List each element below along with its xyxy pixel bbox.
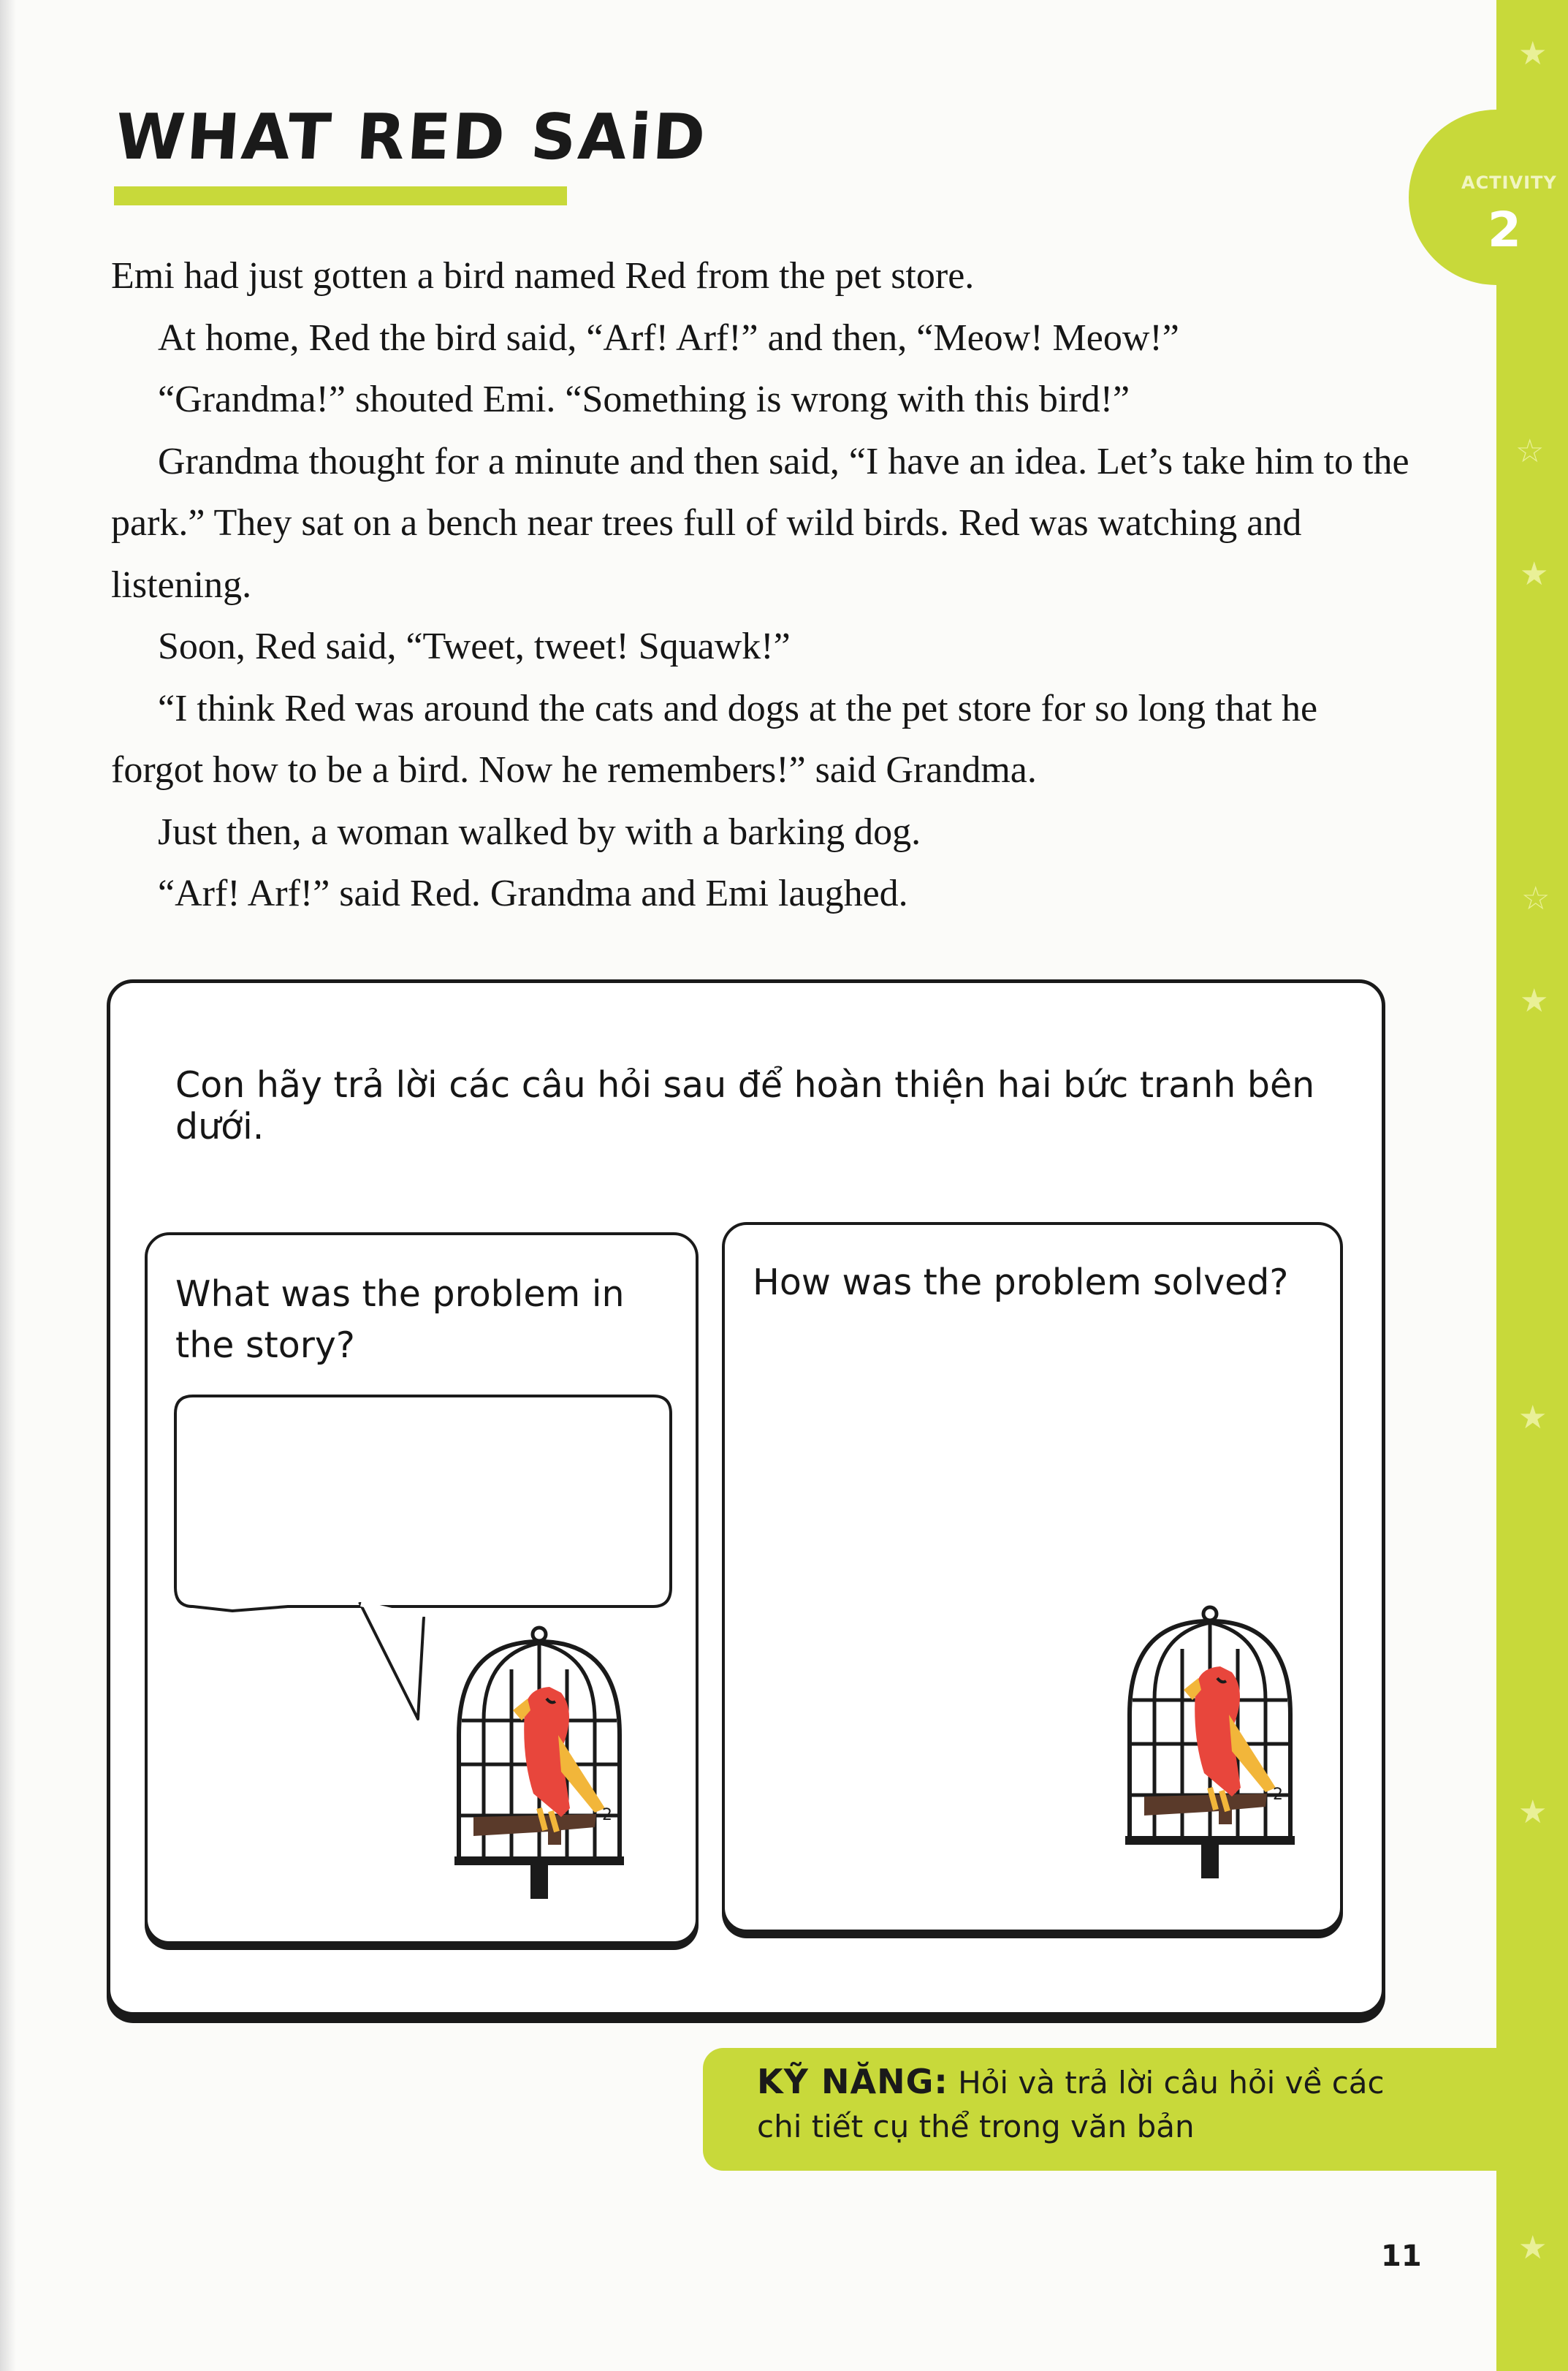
story-text (111, 246, 1412, 925)
problem-question: What was the problem in the story? (175, 1273, 625, 1366)
parrot-icon (513, 1687, 605, 1832)
star-icon: ★ (1518, 1794, 1548, 1831)
solution-question: How was the problem solved? (753, 1262, 1289, 1303)
story-paragraph: “Grandma!” shouted Emi. “Something is wrong with this bird!” (158, 379, 1130, 420)
star-icon: ★ (1518, 1399, 1548, 1436)
star-icon: ★ (1518, 2229, 1548, 2266)
activity-number: 2 (1488, 202, 1521, 258)
bird-cage-icon (452, 1625, 642, 1903)
page-number: 11 (1381, 2239, 1422, 2273)
skill-description: Hỏi và trả lời câu hỏi về các chi tiết cụ thể trong văn bản (757, 2065, 1385, 2144)
bird-cage-icon (1122, 1605, 1312, 1883)
page-edge-strip (1496, 0, 1568, 2371)
star-icon: ★ (1518, 35, 1548, 72)
activity-label: ACTIVITY (1461, 172, 1557, 193)
story-paragraph: Just then, a woman walked by with a barking dog. (158, 811, 921, 853)
star-icon: ☆ (1515, 433, 1545, 470)
skill-text (757, 2060, 1415, 2149)
story-paragraph: Soon, Red said, “Tweet, tweet! Squawk!” (158, 626, 791, 667)
svg-text:2: 2 (602, 1806, 612, 1824)
star-icon: ☆ (1521, 880, 1550, 917)
story-paragraph: At home, Red the bird said, “Arf! Arf!” and then, “Meow! Meow!” (158, 316, 1179, 359)
title-underline (114, 186, 567, 205)
story-paragraph: Grandma thought for a minute and then said, “I have an idea. Let’s take him to the park.” They sat on a bench near trees full of wild birds. Red was watching and listening. (111, 440, 1409, 606)
speech-bubble-icon[interactable] (171, 1392, 675, 1618)
parrot-icon (1184, 1666, 1276, 1811)
star-icon: ★ (1520, 982, 1549, 1020)
skill-label: KỸ NĂNG: (757, 2062, 948, 2101)
story-paragraph: “I think Red was around the cats and dogs at the pet store for so long that he forgot how to be a bird. Now he remembers!” said Grandma. (111, 687, 1318, 791)
story-paragraph: Emi had just gotten a bird named Red from the pet store. (111, 255, 975, 297)
story-paragraph: “Arf! Arf!” said Red. Grandma and Emi laughed. (158, 873, 908, 914)
page-title: WHAT RED SAiD (113, 101, 710, 174)
speech-bubble-tail (351, 1602, 438, 1734)
star-icon: ★ (1520, 555, 1549, 593)
svg-text:2: 2 (1273, 1786, 1283, 1804)
page-shadow (0, 0, 16, 2371)
activity-instruction: Con hãy trả lời các câu hỏi sau để hoàn thiện hai bức tranh bên dưới. (175, 1064, 1315, 1147)
